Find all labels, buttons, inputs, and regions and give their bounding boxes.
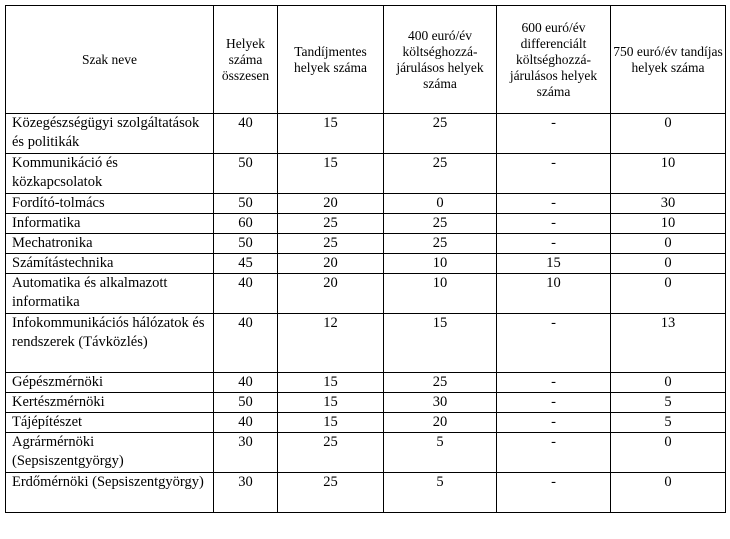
table-row (6, 234, 726, 254)
table-row (6, 413, 726, 433)
table-row (6, 214, 726, 234)
seats-750: 5 (611, 393, 726, 413)
seats-400: 25 (384, 373, 497, 393)
tuition-free-seats: 25 (278, 433, 384, 473)
table-row (6, 154, 726, 194)
table-row (6, 314, 726, 373)
header-row (6, 6, 726, 114)
header-program-name: Szak neve (6, 6, 214, 114)
tuition-free-seats: 25 (278, 214, 384, 234)
seats-600: 15 (497, 254, 611, 274)
seats-750: 0 (611, 373, 726, 393)
admission-seats-table (5, 5, 726, 513)
total-seats: 30 (214, 473, 278, 513)
table-row (6, 274, 726, 314)
seats-750: 0 (611, 114, 726, 154)
program-name: Tájépítészet (6, 413, 214, 433)
seats-400: 10 (384, 274, 497, 314)
seats-750: 0 (611, 473, 726, 513)
tuition-free-seats: 20 (278, 194, 384, 214)
tuition-free-seats: 15 (278, 114, 384, 154)
total-seats: 40 (214, 373, 278, 393)
seats-600: - (497, 393, 611, 413)
total-seats: 50 (214, 393, 278, 413)
seats-750: 0 (611, 234, 726, 254)
seats-750: 5 (611, 413, 726, 433)
seats-400: 25 (384, 114, 497, 154)
seats-600: - (497, 314, 611, 373)
seats-600: - (497, 433, 611, 473)
seats-600: - (497, 194, 611, 214)
table-row (6, 473, 726, 513)
table-row (6, 433, 726, 473)
tuition-free-seats: 15 (278, 154, 384, 194)
header-total-seats: Helyek száma összesen (214, 6, 278, 114)
program-name: Gépészmérnöki (6, 373, 214, 393)
program-name: Kommunikáció és közkapcsolatok (6, 154, 214, 194)
tuition-free-seats: 12 (278, 314, 384, 373)
program-name: Számítástechnika (6, 254, 214, 274)
program-name: Fordító-tolmács (6, 194, 214, 214)
seats-400: 15 (384, 314, 497, 373)
total-seats: 50 (214, 154, 278, 194)
program-name: Kertészmérnöki (6, 393, 214, 413)
seats-400: 10 (384, 254, 497, 274)
seats-750: 0 (611, 433, 726, 473)
seats-600: - (497, 373, 611, 393)
table-header (6, 6, 726, 114)
program-name: Erdőmérnöki (Sepsiszentgyörgy) (6, 473, 214, 513)
total-seats: 40 (214, 314, 278, 373)
total-seats: 40 (214, 274, 278, 314)
seats-600: - (497, 154, 611, 194)
seats-600: - (497, 214, 611, 234)
tuition-free-seats: 20 (278, 274, 384, 314)
total-seats: 50 (214, 194, 278, 214)
total-seats: 60 (214, 214, 278, 234)
seats-400: 25 (384, 154, 497, 194)
seats-400: 25 (384, 234, 497, 254)
table-row (6, 194, 726, 214)
seats-400: 5 (384, 473, 497, 513)
seats-600: - (497, 114, 611, 154)
header-750-euro-seats: 750 euró/év tandíjas helyek száma (611, 6, 726, 114)
tuition-free-seats: 15 (278, 393, 384, 413)
seats-400: 0 (384, 194, 497, 214)
program-name: Agrármérnöki (Sepsiszentgyörgy) (6, 433, 214, 473)
table-body (6, 114, 726, 513)
table-row (6, 114, 726, 154)
total-seats: 40 (214, 114, 278, 154)
total-seats: 45 (214, 254, 278, 274)
seats-750: 0 (611, 274, 726, 314)
seats-750: 13 (611, 314, 726, 373)
header-600-euro-seats: 600 euró/év differenciált költséghozzá-járulásos helyek száma (497, 6, 611, 114)
program-name: Automatika és alkalmazott informatika (6, 274, 214, 314)
tuition-free-seats: 15 (278, 413, 384, 433)
table-row (6, 393, 726, 413)
tuition-free-seats: 20 (278, 254, 384, 274)
program-name: Informatika (6, 214, 214, 234)
seats-400: 5 (384, 433, 497, 473)
table-row (6, 254, 726, 274)
program-name: Infokommunikációs hálózatok és rendszerek (Távközlés) (6, 314, 214, 373)
seats-600: 10 (497, 274, 611, 314)
seats-400: 30 (384, 393, 497, 413)
seats-400: 20 (384, 413, 497, 433)
total-seats: 30 (214, 433, 278, 473)
total-seats: 50 (214, 234, 278, 254)
seats-750: 10 (611, 154, 726, 194)
header-tuition-free-seats: Tandíjmentes helyek száma (278, 6, 384, 114)
seats-750: 30 (611, 194, 726, 214)
program-name: Mechatronika (6, 234, 214, 254)
table-row (6, 373, 726, 393)
program-name: Közegészségügyi szolgáltatások és politikák (6, 114, 214, 154)
tuition-free-seats: 15 (278, 373, 384, 393)
seats-750: 10 (611, 214, 726, 234)
seats-400: 25 (384, 214, 497, 234)
header-400-euro-seats: 400 euró/év költséghozzá-járulásos helyek száma (384, 6, 497, 114)
seats-600: - (497, 473, 611, 513)
seats-600: - (497, 413, 611, 433)
tuition-free-seats: 25 (278, 234, 384, 254)
total-seats: 40 (214, 413, 278, 433)
tuition-free-seats: 25 (278, 473, 384, 513)
seats-600: - (497, 234, 611, 254)
seats-750: 0 (611, 254, 726, 274)
